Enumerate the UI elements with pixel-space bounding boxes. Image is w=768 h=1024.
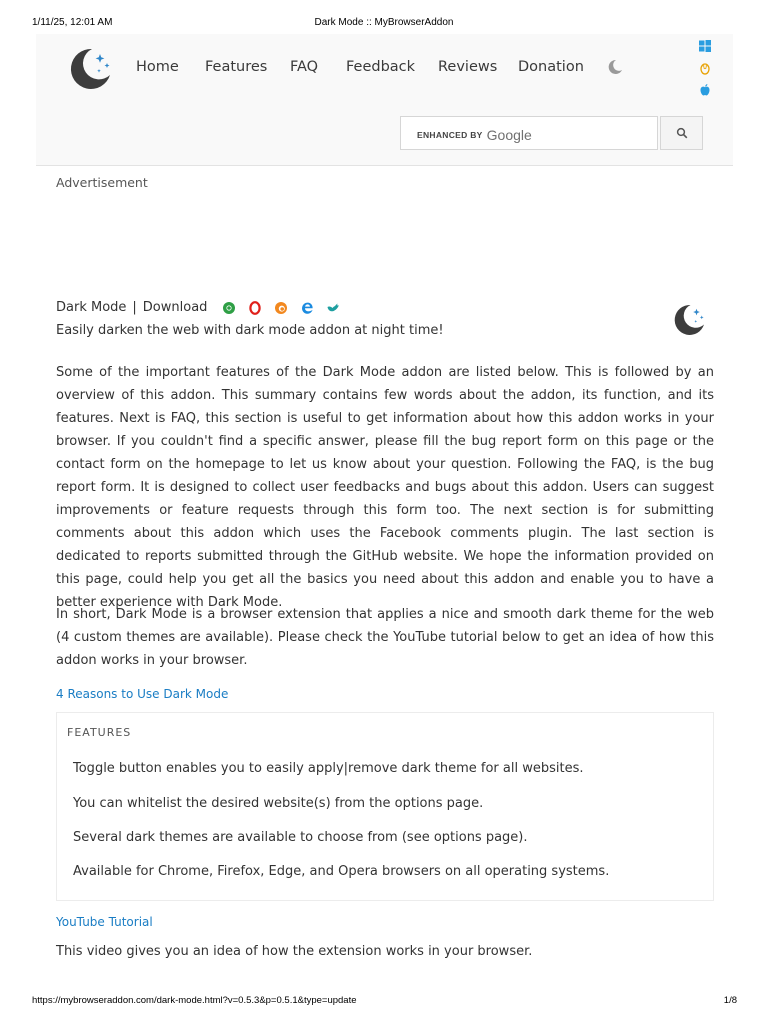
thunderbird-icon[interactable]: [326, 301, 340, 315]
nav-faq[interactable]: FAQ: [290, 59, 319, 75]
browser-icons: [222, 300, 349, 315]
os-icons: [698, 39, 714, 105]
search-brand-name: Google: [486, 126, 532, 143]
linux-icon[interactable]: [698, 61, 712, 75]
features-box: [56, 712, 714, 901]
youtube-tutorial-link[interactable]: YouTube Tutorial: [56, 915, 153, 929]
youtube-description: This video gives you an idea of how the extension works in your browser.: [56, 944, 533, 959]
print-date: 1/11/25, 12:01 AM: [32, 17, 113, 28]
moon-stars-icon[interactable]: [66, 45, 114, 93]
feature-item: Toggle button enables you to easily apply|remove dark theme for all websites.: [73, 761, 584, 776]
chrome-icon[interactable]: [222, 301, 236, 315]
feature-item: You can whitelist the desired website(s) from the options page.: [73, 796, 484, 811]
edge-icon[interactable]: [300, 301, 314, 315]
features-title: FEATURES: [67, 726, 132, 739]
feature-item: Available for Chrome, Firefox, Edge, and Opera browsers on all operating systems.: [73, 864, 610, 879]
summary-paragraph: In short, Dark Mode is a browser extension that applies a nice and smooth dark theme for the web (4 custom themes are available). Please check the YouTube tutorial below to get an idea of how this addon works in your browser.: [56, 607, 714, 668]
opera-icon[interactable]: [248, 301, 262, 315]
nav-home[interactable]: Home: [136, 59, 179, 75]
intro-paragraph: Some of the important features of the Dark Mode addon are listed below. This is followed by an overview of this addon. This summary contains few words about the addon, its function, and its features. Next is FAQ, this section is useful to get information about how this addon works in your browser. If you couldn't find a specific answer, please fill the bug report form on this page or the contact form on the homepage to let us know about your question. Following the FAQ, is the bug report form. It is designed to collect user feedbacks and bugs about this addon. Users can suggest improvements or feature requests through this form too. The next section is for submitting comments about this addon which uses the Facebook comments plugin. The last section is dedicated to reports submitted through the GitHub website. We hope the information provided on this page, could help you get all the basics you need about this addon and enable you to have a better experience with Dark Mode.: [56, 365, 714, 610]
search-brand: [417, 126, 532, 144]
search-input[interactable]: [541, 123, 651, 143]
feature-item: Several dark themes are available to choose from (see options page).: [73, 830, 528, 845]
nav-features[interactable]: Features: [205, 59, 268, 75]
print-page-number: 1/8: [723, 995, 737, 1006]
search-box[interactable]: [400, 116, 658, 150]
print-title: Dark Mode :: MyBrowserAddon: [314, 17, 454, 28]
search-button[interactable]: [660, 116, 703, 150]
nav-feedback[interactable]: Feedback: [346, 59, 416, 75]
moon-icon[interactable]: [607, 59, 623, 75]
search-icon: [676, 127, 688, 139]
ad-label: Advertisement: [56, 175, 148, 190]
moon-stars-icon: [671, 302, 707, 338]
print-url: https://mybrowseraddon.com/dark-mode.html?v=0.5.3&p=0.5.1&type=update: [32, 995, 357, 1006]
product-row: [56, 300, 348, 318]
search-brand-prefix: ENHANCED BY: [417, 129, 483, 140]
download-label: Download: [142, 300, 208, 315]
firefox-icon[interactable]: [274, 301, 288, 315]
nav-reviews[interactable]: Reviews: [438, 59, 498, 75]
product-separator: |: [132, 300, 137, 315]
apple-icon[interactable]: [698, 83, 712, 97]
print-header: [0, 17, 768, 31]
nav-donation[interactable]: Donation: [518, 59, 584, 75]
product-name: Dark Mode: [56, 300, 127, 315]
site-header: [36, 34, 733, 166]
product-tagline: Easily darken the web with dark mode addon at night time!: [56, 323, 444, 338]
windows-icon[interactable]: [698, 39, 712, 53]
reasons-link[interactable]: 4 Reasons to Use Dark Mode: [56, 687, 229, 701]
print-footer: [0, 995, 768, 1009]
